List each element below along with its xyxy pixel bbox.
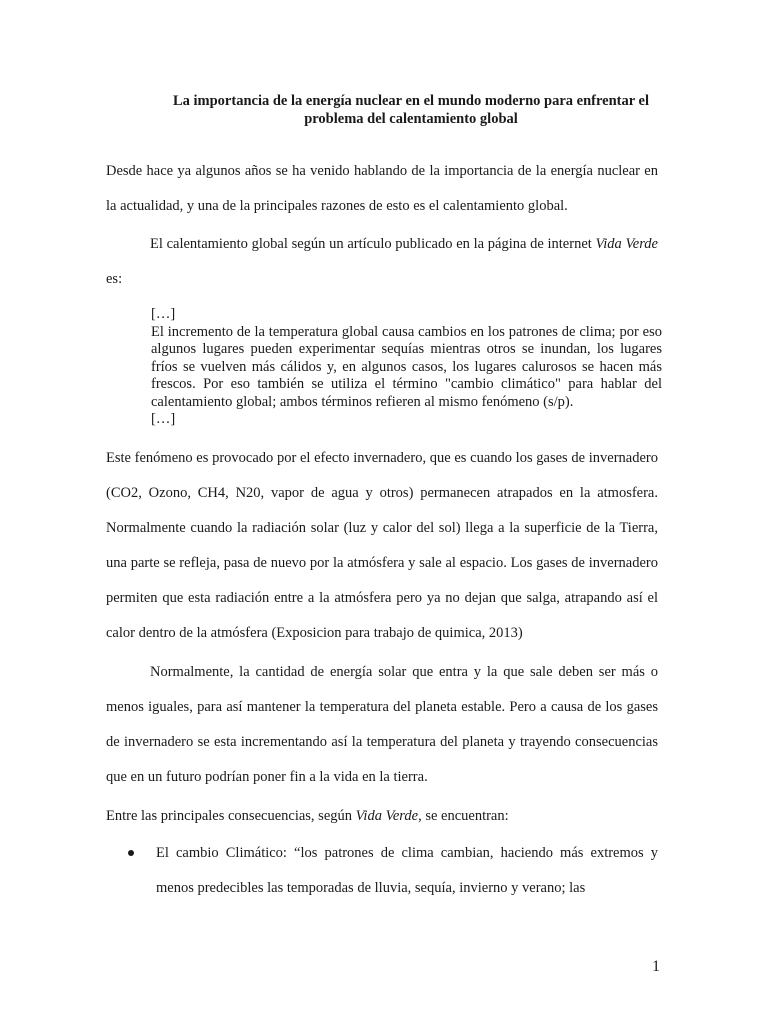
paragraph-intro: Desde hace ya algunos años se ha venido hablando de la importancia de la energía nuclear en la actualidad, y una de la principales razones de esto es el calentamiento global. bbox=[106, 163, 658, 214]
paragraph-energy-balance: Normalmente, la cantidad de energía solar que entra y la que sale deben ser más o menos iguales, para así mantener la temperatura del planeta estable. Pero a causa de los gases de invernadero se esta incrementando así la temperatura del planeta y trayendo consecuencias que en un futuro podrían poner fin a la vida en la tierra. bbox=[106, 664, 658, 785]
paragraph-definition-intro bbox=[106, 227, 658, 297]
block-quote bbox=[151, 306, 662, 429]
source-name-italic: Vida Verde bbox=[595, 236, 658, 252]
quote-ellipsis-open: […] bbox=[151, 306, 176, 322]
consequences-text-end: , se encuentran: bbox=[418, 808, 509, 824]
paragraph-consequences-intro bbox=[106, 806, 658, 826]
paragraph-greenhouse-effect: Este fenómeno es provocado por el efecto invernadero, que es cuando los gases de invernadero (CO2, Ozono, CH4, N20, vapor de agua y otros) permanecen atrapados en la atmosfera. Normalmente cuando la radiación solar (luz y calor del sol) llega a la superficie de la Tierra, una parte se refleja, pasa de nuevo por la atmósfera y sale al espacio. Los gases de invernadero permiten que esta radiación entre a la atmósfera pero ya no dejan que salga, atrapando así el calor dentro de la atmósfera (Exposicion para trabajo de quimica, 2013) bbox=[106, 450, 658, 641]
title-line-1: La importancia de la energía nuclear en el mundo moderno para enfrentar el bbox=[172, 93, 650, 109]
paragraph-definition-text: El calentamiento global según un artículo publicado en la página de internet bbox=[150, 236, 596, 252]
bullet-icon bbox=[128, 850, 134, 856]
title-line-2: problema del calentamiento global bbox=[304, 111, 518, 127]
quote-ellipsis-close: […] bbox=[151, 411, 176, 427]
consequences-text: Entre las principales consecuencias, según bbox=[106, 808, 356, 824]
paragraph-definition-end: es: bbox=[106, 271, 123, 287]
document-title bbox=[106, 92, 716, 128]
quote-body: El incremento de la temperatura global causa cambios en los patrones de clima; por eso algunos lugares pueden experimentar sequías mientras otros se inundan, los lugares fríos se vuelven más cálidos y, en algunos casos, los lugares calurosos se hacen más frescos. Por eso también se utiliza el término "cambio climático" para hablar del calentamiento global; ambos términos refieren al mismo fenómeno (s/p). bbox=[151, 323, 662, 410]
bullet-list-item bbox=[128, 836, 658, 906]
page-number: 1 bbox=[652, 958, 660, 975]
consequences-source-italic: Vida Verde bbox=[355, 808, 419, 824]
bullet-text: El cambio Climático: “los patrones de clima cambian, haciendo más extremos y menos predecibles las temporadas de lluvia, sequía, invierno y verano; las bbox=[156, 845, 658, 896]
